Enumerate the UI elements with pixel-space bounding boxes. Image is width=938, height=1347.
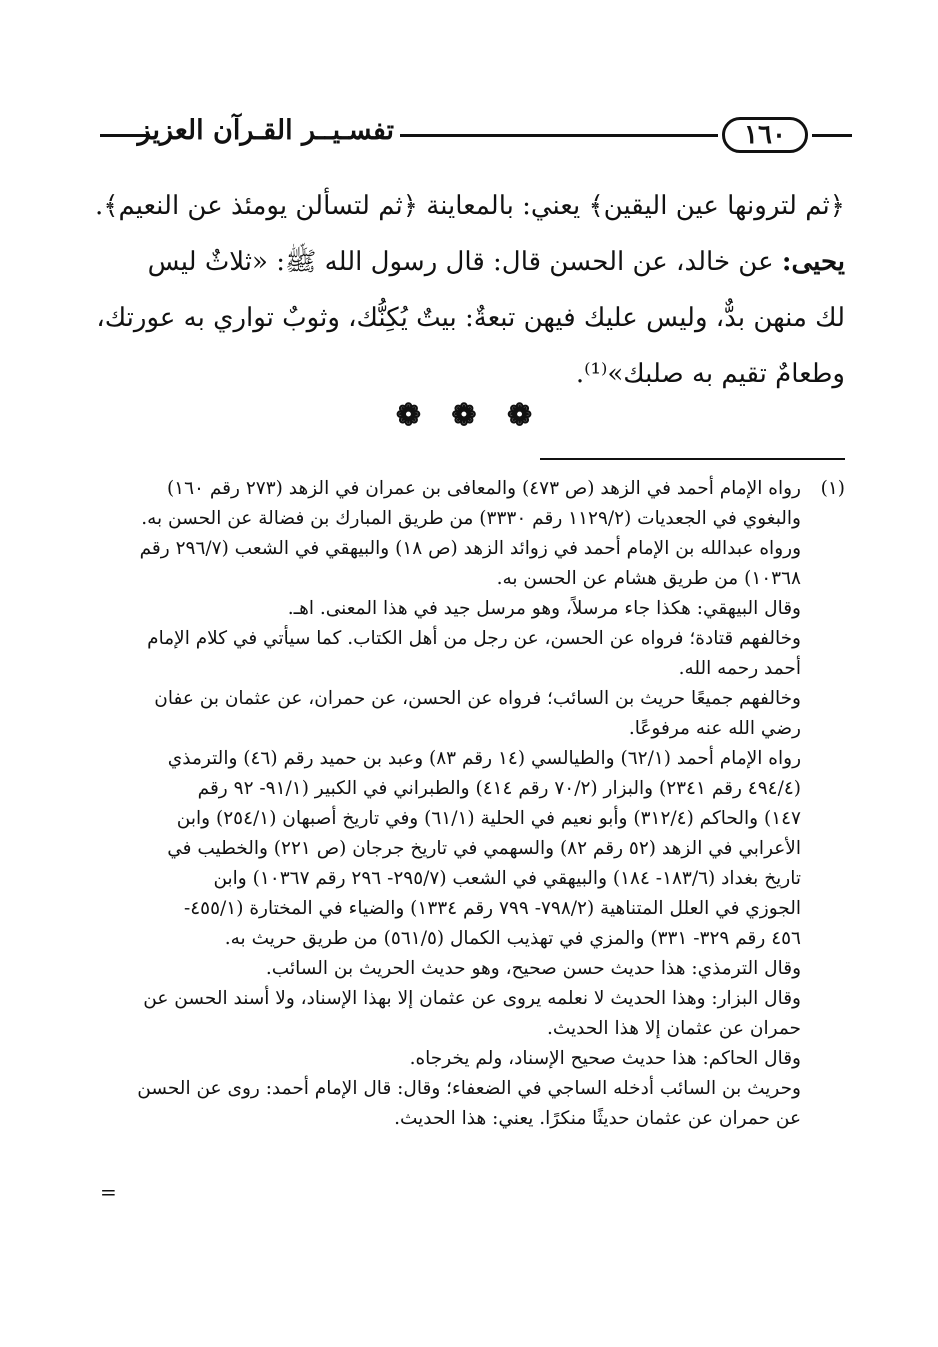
main-line-1: ﴿ثم لترونها عين اليقين﴾ يعني: بالمعاينة ﴿ثم لتسألن يومئذ عن النعيم﴾. xyxy=(94,191,845,221)
footnote-line: ورواه عبدالله بن الإمام أحمد في زوائد الزهد (ص ١٨) والبيهقي في الشعب (٢٩٦/٧ رقم xyxy=(139,538,801,559)
main-text xyxy=(94,178,845,402)
footnote-rule xyxy=(540,458,845,460)
footnote-line: وقال البزار: وهذا الحديث لا نعلمه يروى عن عثمان إلا بهذا الإسناد، ولا أسند الحسن عن xyxy=(143,988,801,1009)
footnote-line: رواه الإمام أحمد (٦٢/١) والطيالسي (١٤ رقم ٨٣) وعبد بن حميد رقم (٤٦) والترمذي xyxy=(167,748,801,769)
continuation-mark: = xyxy=(100,1180,117,1204)
footnote-line: ١٠٣٦٨) من طريق هشام عن الحسن به. xyxy=(496,568,801,589)
footnote-line: وقال الحاكم: هذا حديث صحيح الإسناد، ولم يخرجاه. xyxy=(409,1048,801,1069)
footnote-line: ١٤٧) والحاكم (٣١٢/٤) وأبو نعيم في الحلية (٦١/١) وفي تاريخ أصبهان (٢٥٤/١) وابن xyxy=(176,808,801,829)
footnote-line: وقال الترمذي: هذا حديث حسن صحيح، وهو حديث الحريث بن السائب. xyxy=(265,958,801,979)
main-line-2-text: عن خالد، عن الحسن قال: قال رسول الله ﷺ: «ثلاثٌ ليس xyxy=(147,247,782,277)
footnote-line: أحمد رحمه الله. xyxy=(678,658,801,679)
footnote-line: الجوزي في العلل المتناهية (٧٩٨/٢- ٧٩٩ رقم ١٣٣٤) والضياء في المختارة (٤٥٥/١- xyxy=(183,898,801,919)
footnote-line-text: رواه الإمام أحمد في الزهد (ص ٤٧٣) والمعافى بن عمران في الزهد (٢٧٣ رقم ١٦٠) xyxy=(166,478,801,499)
footnote-line: رضي الله عنه مرفوعًا. xyxy=(628,718,801,739)
section-separator: ❁ ❁ ❁ xyxy=(395,398,543,433)
footnote-line: وحريث بن السائب أدخله الساجي في الضعفاء؛ وقال: قال الإمام أحمد: روى عن الحسن xyxy=(137,1078,801,1099)
main-line-2 xyxy=(105,234,845,290)
footnote-line: وقال البيهقي: هكذا جاء مرسلاً، وهو مرسل جيد في هذا المعنى. اهـ. xyxy=(287,598,801,619)
footnote-marker: (١) xyxy=(820,478,845,499)
header-rule-right xyxy=(812,134,852,137)
footnote-line: وخالفهم قتادة؛ فرواه عن الحسن، عن رجل من أهل الكتاب. كما سيأتي في كلام الإمام xyxy=(147,628,801,649)
footnote-line: ٤٥٦ رقم ٣٢٩- ٣٣١) والمزي في تهذيب الكمال (٥٦١/٥) من طريق حريث به. xyxy=(224,928,801,949)
footnote-line: والبغوي في الجعديات (١١٢٩/٢ رقم ٣٣٣٠) من طريق المبارك بن فضالة عن الحسن به. xyxy=(141,508,801,529)
page-header xyxy=(100,113,850,157)
footnotes xyxy=(100,474,845,1134)
footnote-line xyxy=(100,474,845,504)
main-line-3: لك منهن بدٌّ، وليس عليك فيهن تبعةٌ: بيتٌ يُكِنُّك، وثوبٌ تواري به عورتك، xyxy=(96,303,845,333)
footnote-line: حمران عن عثمان إلا هذا الحديث. xyxy=(546,1018,801,1039)
running-title: تفسـيــر القـرآن العزيز xyxy=(137,115,394,146)
footnote-line: الأعرابي في الزهد (٥٢ رقم ٨٢) والسهمي في تاريخ جرجان (ص ٢٢١) والخطيب في xyxy=(167,838,801,859)
speaker-label: يحيى: xyxy=(781,247,845,277)
footnote-line: تاريخ بغداد (١٨٣/٦- ١٨٤) والبيهقي في الشعب (٢٩٥/٧- ٢٩٦ رقم ١٠٣٦٧) وابن xyxy=(213,868,801,889)
main-line-4: وطعامٌ تقيم به صلبك»⁽¹⁾. xyxy=(575,359,845,389)
footnote-line: وخالفهم جميعًا حريث بن السائب؛ فرواه عن الحسن، عن حمران، عن عثمان بن عفان xyxy=(154,688,801,709)
footnote-line: (٤٩٤/٤ رقم ٢٣٤١) والبزار (٧٠/٢ رقم ٤١٤) والطبراني في الكبير (٩١/١- ٩٢ رقم xyxy=(197,778,801,799)
header-rule-middle xyxy=(400,134,718,137)
page-number: ١٦٠ xyxy=(722,117,808,153)
footnote-line: عن حمران عن عثمان حديثًا منكرًا. يعني: هذا الحديث. xyxy=(394,1108,801,1129)
